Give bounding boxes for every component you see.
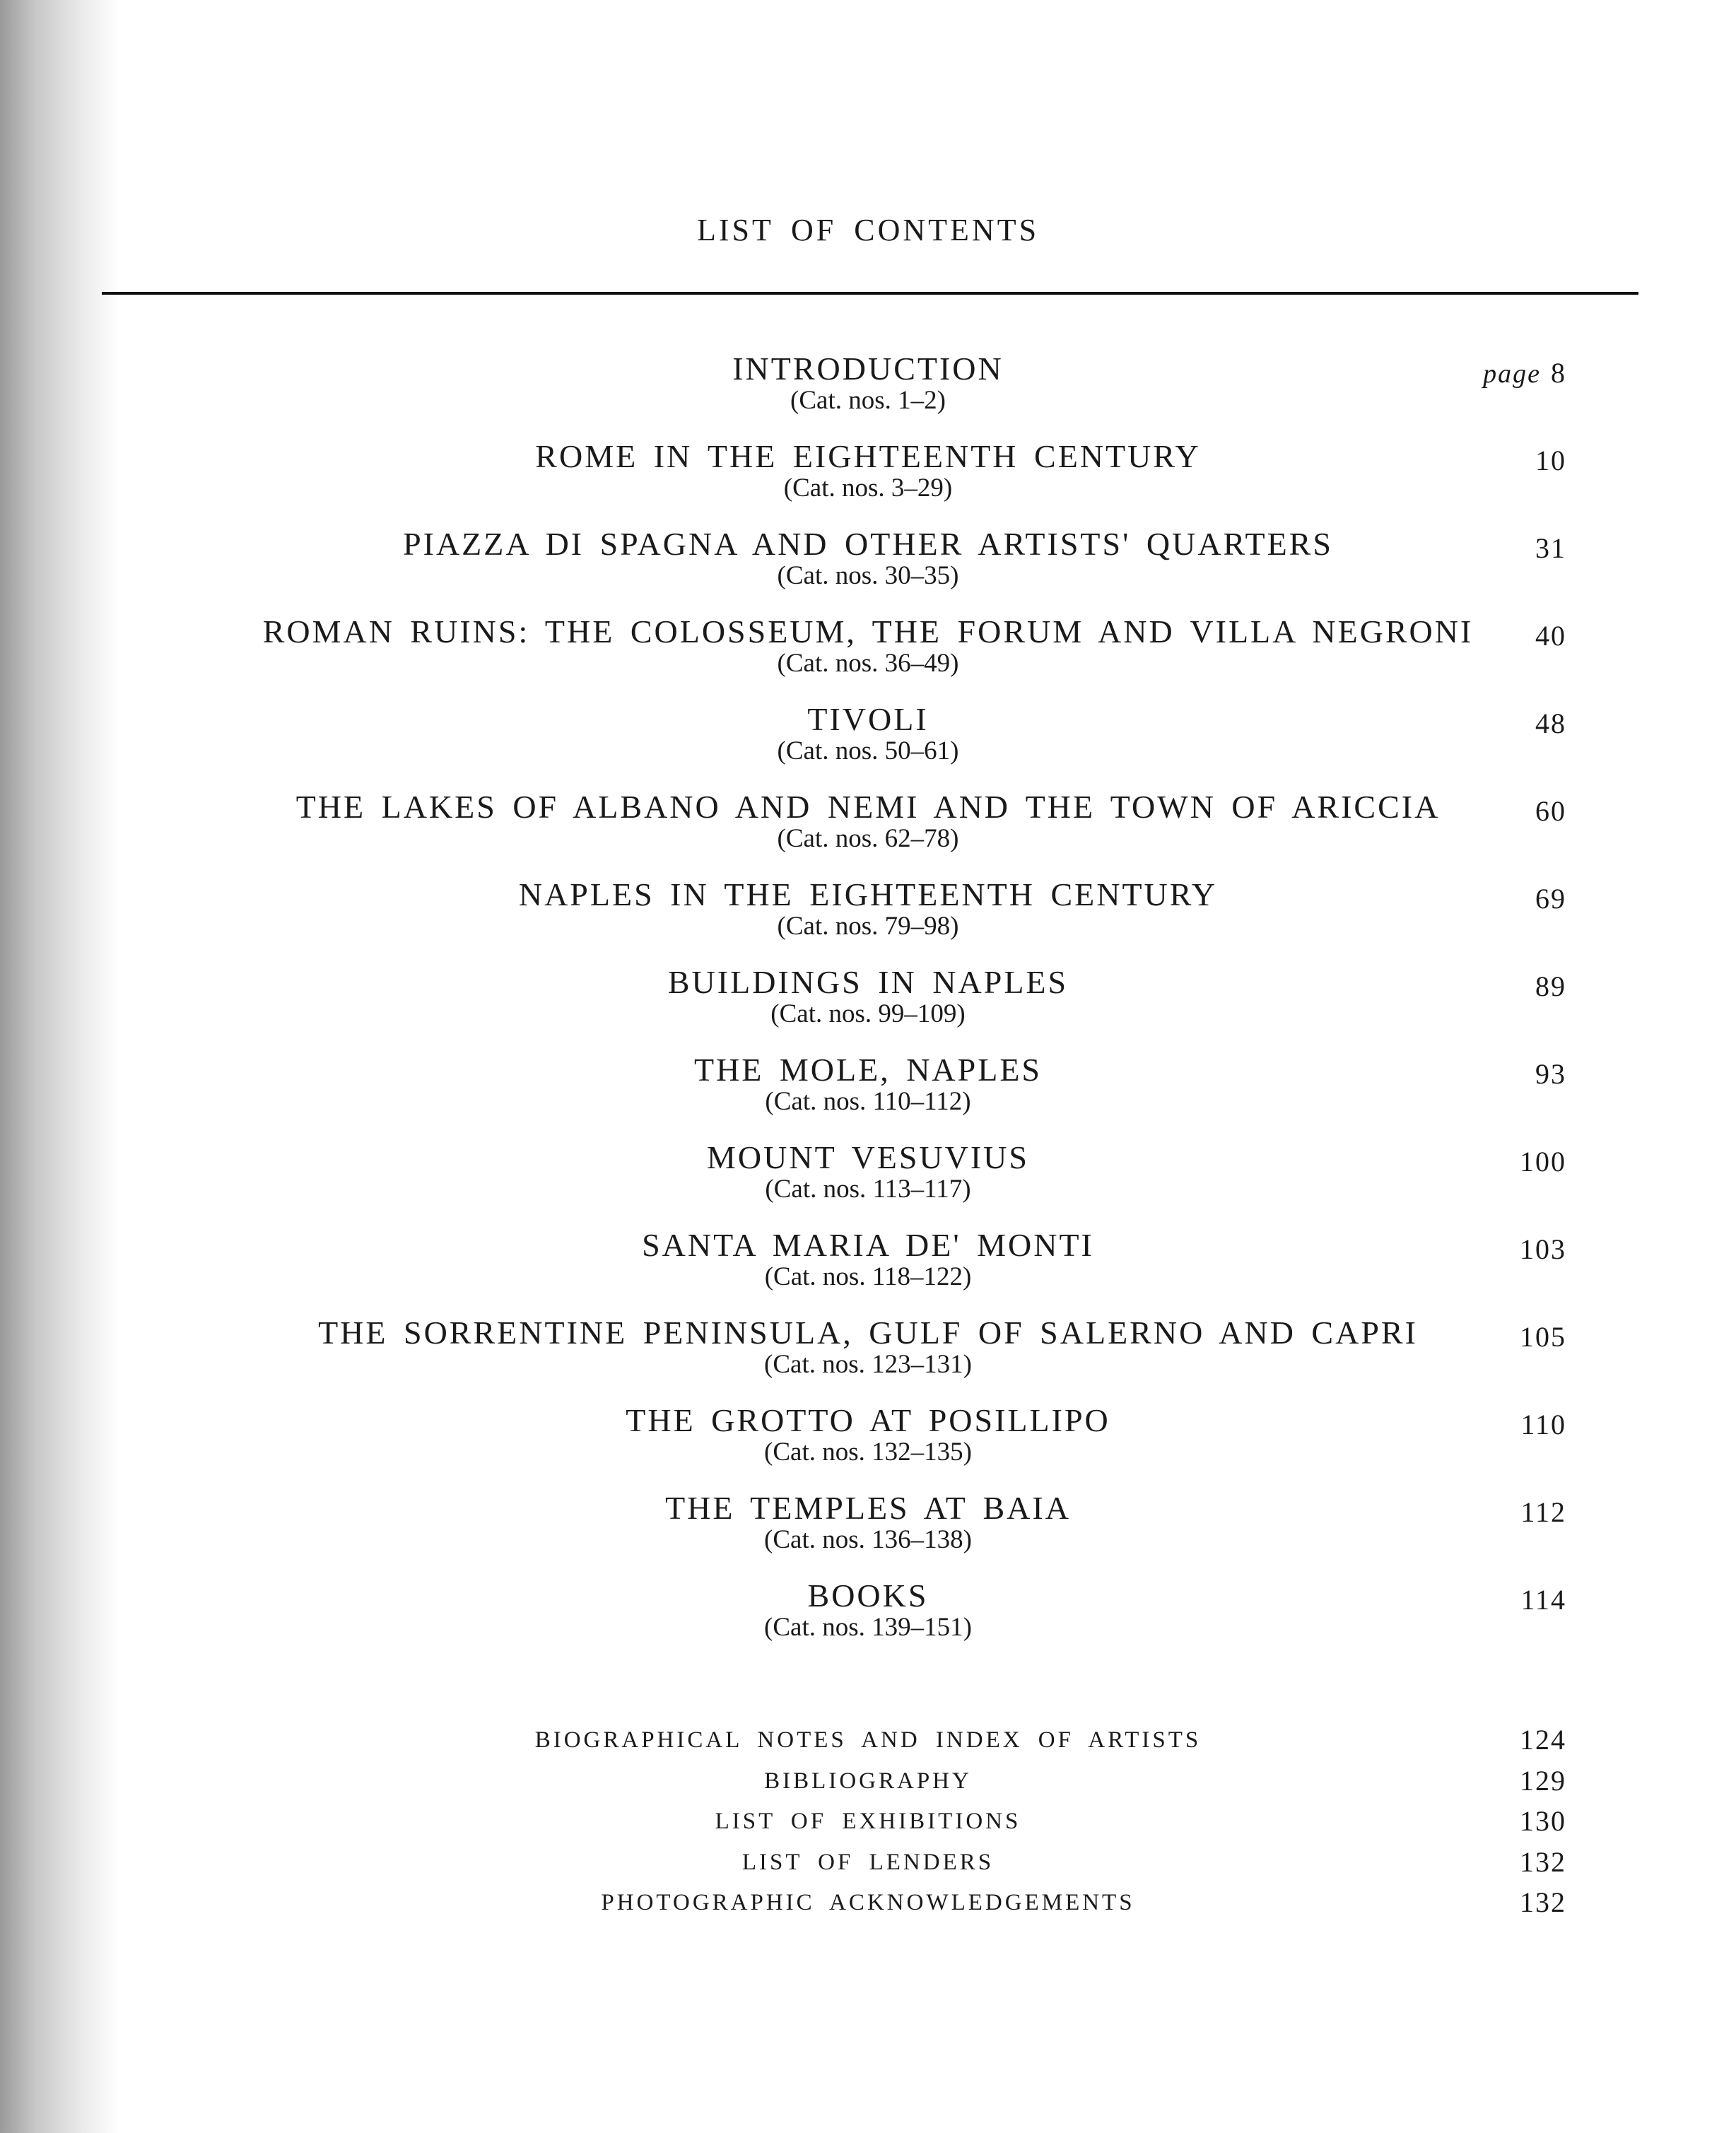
entry-title: INTRODUCTION: [732, 351, 1004, 387]
entry-title: THE SORRENTINE PENINSULA, GULF OF SALERNO AND CAPRI: [318, 1315, 1418, 1351]
entry-title: MOUNT VESUVIUS: [707, 1139, 1029, 1175]
contents-entry[interactable]: [0, 789, 1736, 876]
entry-catalogue-numbers: (Cat. nos. 123–131): [764, 1350, 972, 1379]
contents-list: [0, 351, 1736, 1665]
entry-title: PIAZZA DI SPAGNA AND OTHER ARTISTS' QUARTERS: [403, 526, 1333, 562]
entry-title: THE LAKES OF ALBANO AND NEMI AND THE TOWN OF ARICCIA: [295, 789, 1441, 825]
back-matter-title: BIOGRAPHICAL NOTES AND INDEX OF ARTISTS: [534, 1727, 1202, 1753]
back-matter-page: 124: [1520, 1724, 1566, 1756]
entry-title: TIVOLI: [807, 701, 929, 737]
entry-title: BOOKS: [807, 1577, 929, 1614]
contents-entry[interactable]: [0, 1052, 1736, 1139]
entry-title: THE MOLE, NAPLES: [693, 1052, 1043, 1088]
contents-entry[interactable]: [0, 876, 1736, 964]
entry-page: 103: [1520, 1233, 1566, 1265]
back-matter-title: PHOTOGRAPHIC ACKNOWLEDGEMENTS: [601, 1890, 1135, 1916]
back-matter-title: LIST OF EXHIBITIONS: [715, 1809, 1021, 1835]
back-matter-page: 130: [1520, 1805, 1566, 1838]
entry-catalogue-numbers: (Cat. nos. 118–122): [764, 1262, 972, 1291]
entry-catalogue-numbers: (Cat. nos. 62–78): [777, 824, 959, 853]
entry-catalogue-numbers: (Cat. nos. 36–49): [777, 649, 959, 678]
entry-catalogue-numbers: (Cat. nos. 110–112): [765, 1087, 971, 1116]
contents-entry[interactable]: [0, 1577, 1736, 1665]
entry-page: page 8: [1483, 357, 1566, 389]
entry-catalogue-numbers: (Cat. nos. 30–35): [777, 561, 959, 590]
entry-page: 89: [1535, 970, 1566, 1002]
entry-catalogue-numbers: (Cat. nos. 50–61): [777, 736, 959, 765]
page-title: LIST OF CONTENTS: [696, 213, 1040, 247]
contents-entry[interactable]: [0, 1139, 1736, 1227]
entry-catalogue-numbers: (Cat. nos. 139–151): [764, 1613, 972, 1642]
contents-entry[interactable]: [0, 701, 1736, 789]
entry-title: SANTA MARIA DE' MONTI: [642, 1227, 1094, 1263]
back-matter-entry[interactable]: [0, 1764, 1736, 1805]
back-matter-entry[interactable]: [0, 1886, 1736, 1927]
entry-title: THE GROTTO AT POSILLIPO: [626, 1402, 1110, 1438]
entry-catalogue-numbers: (Cat. nos. 132–135): [764, 1438, 972, 1467]
contents-entry[interactable]: [0, 964, 1736, 1052]
entry-title: ROMAN RUINS: THE COLOSSEUM, THE FORUM AND VILLA NEGRONI: [262, 613, 1474, 650]
entry-page: 112: [1520, 1496, 1566, 1528]
back-matter-page: 129: [1520, 1764, 1566, 1797]
back-matter-entry[interactable]: [0, 1723, 1736, 1764]
entry-page: 60: [1535, 795, 1566, 827]
contents-entry[interactable]: [0, 613, 1736, 701]
entry-catalogue-numbers: (Cat. nos. 79–98): [777, 912, 959, 941]
entry-catalogue-numbers: (Cat. nos. 136–138): [764, 1525, 972, 1554]
contents-entry[interactable]: [0, 351, 1736, 438]
entry-title: ROME IN THE EIGHTEENTH CENTURY: [535, 438, 1201, 474]
title-rule: [102, 292, 1638, 295]
entry-page: 105: [1520, 1321, 1566, 1353]
page-prefix: page: [1483, 359, 1541, 389]
entry-catalogue-numbers: (Cat. nos. 1–2): [790, 386, 946, 415]
contents-entry[interactable]: [0, 526, 1736, 613]
contents-entry[interactable]: [0, 1315, 1736, 1402]
entry-page: 31: [1535, 532, 1566, 564]
entry-page: 110: [1520, 1409, 1566, 1440]
back-matter-entry[interactable]: [0, 1804, 1736, 1845]
entry-page: 10: [1535, 445, 1566, 476]
entry-title: BUILDINGS IN NAPLES: [667, 964, 1069, 1000]
contents-entry[interactable]: [0, 438, 1736, 526]
entry-page: 40: [1535, 620, 1566, 652]
back-matter-title: LIST OF LENDERS: [741, 1849, 995, 1875]
back-matter-page: 132: [1520, 1845, 1566, 1878]
entry-page: 93: [1535, 1058, 1566, 1090]
entry-page: 100: [1520, 1146, 1566, 1177]
contents-entry[interactable]: [0, 1490, 1736, 1577]
back-matter-entry[interactable]: [0, 1845, 1736, 1886]
entry-title: NAPLES IN THE EIGHTEENTH CENTURY: [518, 876, 1218, 912]
entry-title: THE TEMPLES AT BAIA: [665, 1490, 1071, 1526]
back-matter-title: BIBLIOGRAPHY: [764, 1768, 972, 1794]
entry-page: 48: [1535, 707, 1566, 739]
entry-catalogue-numbers: (Cat. nos. 3–29): [783, 474, 953, 503]
entry-catalogue-numbers: (Cat. nos. 99–109): [770, 999, 966, 1028]
back-matter-list: [0, 1723, 1736, 1927]
back-matter-page: 132: [1520, 1886, 1566, 1919]
contents-entry[interactable]: [0, 1402, 1736, 1490]
contents-entry[interactable]: [0, 1227, 1736, 1315]
entry-page: 69: [1535, 883, 1566, 915]
entry-catalogue-numbers: (Cat. nos. 113–117): [765, 1175, 971, 1204]
entry-page: 114: [1520, 1584, 1566, 1616]
